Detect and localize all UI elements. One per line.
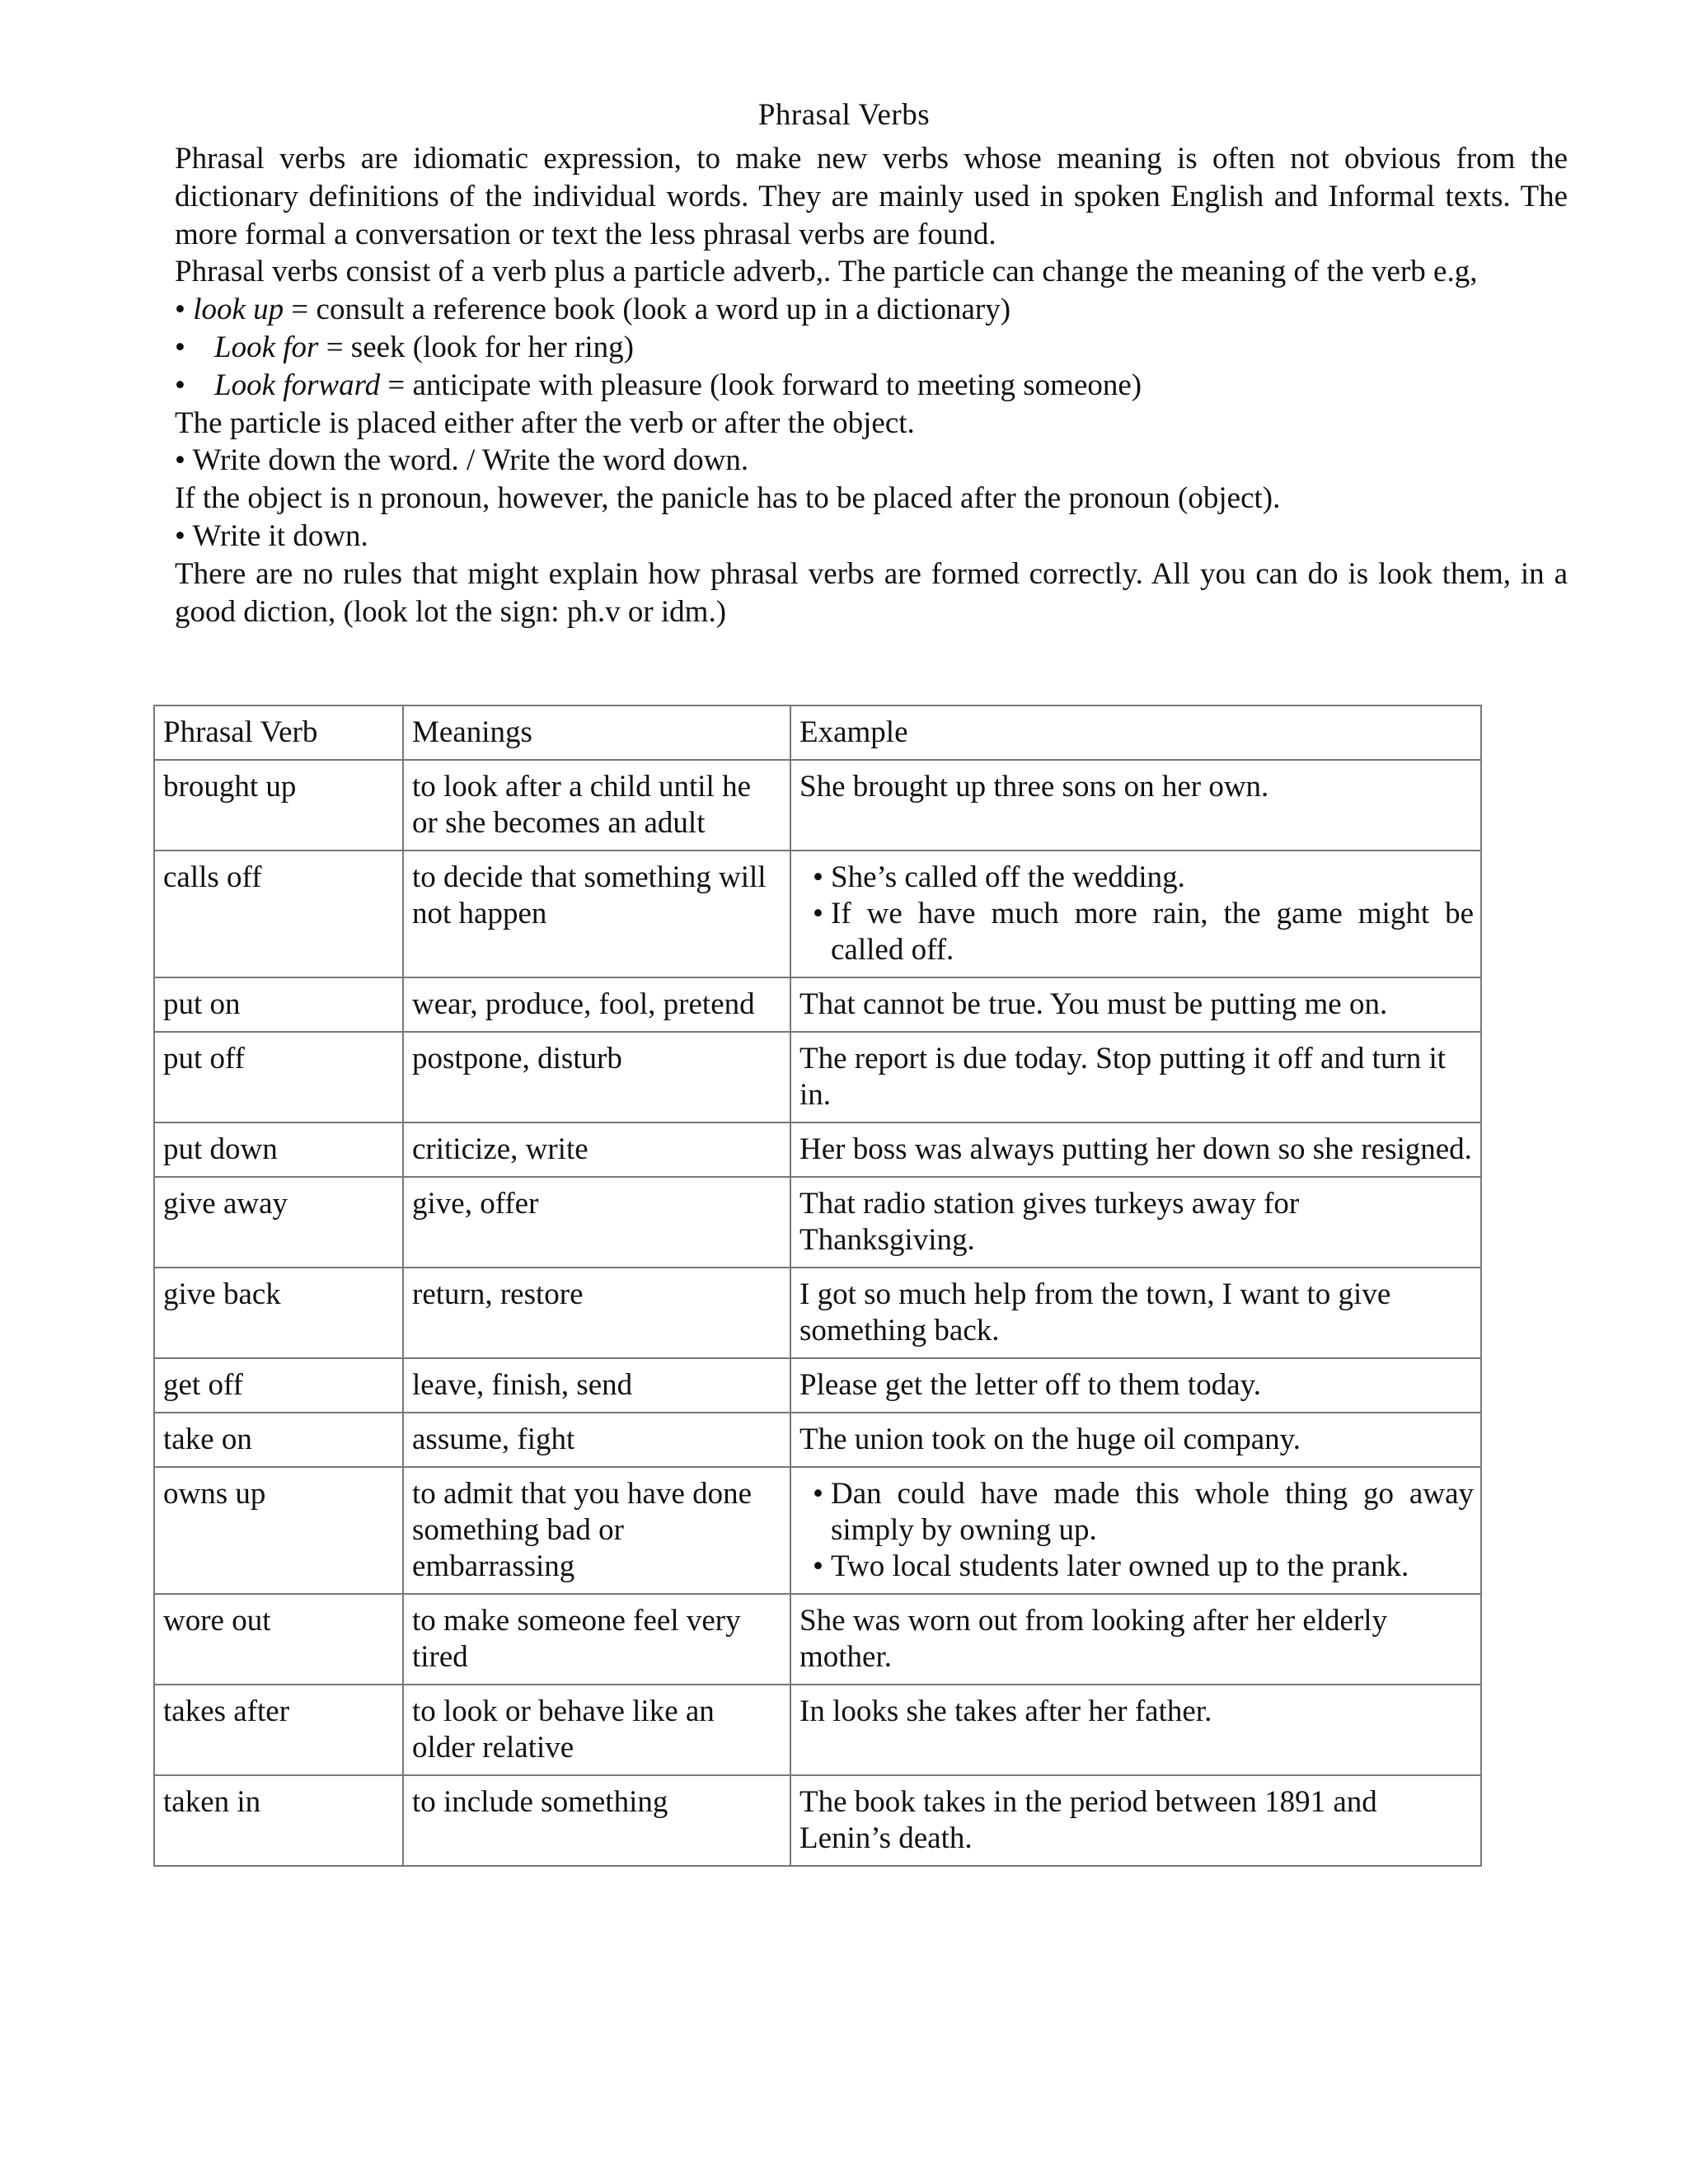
table-row	[154, 1177, 1481, 1268]
cell-example: Her boss was always putting her down so she resigned.	[790, 1122, 1481, 1177]
cell-meaning: leave, finish, send	[403, 1358, 790, 1413]
bullet-text: = anticipate with pleasure (look forward to meeting someone)	[380, 368, 1142, 402]
cell-example: That radio station gives turkeys away for Thanksgiving.	[790, 1177, 1481, 1268]
table-row	[154, 977, 1481, 1032]
cell-meaning: to decide that something will not happen	[403, 851, 790, 977]
cell-phrasal-verb: takes after	[154, 1685, 403, 1775]
bullet-symbol: •	[175, 330, 185, 364]
cell-meaning: postpone, disturb	[403, 1032, 790, 1122]
example-list-item: • Two local students later owned up to the prank.	[799, 1549, 1474, 1585]
example-list-item: • Dan could have made this whole thing go away simply by owning up.	[799, 1476, 1474, 1549]
cell-example: The book takes in the period between 1891 and Lenin’s death.	[790, 1775, 1481, 1866]
cell-phrasal-verb: take on	[154, 1413, 403, 1467]
table-row	[154, 760, 1481, 851]
table-row	[154, 1413, 1481, 1467]
cell-example	[790, 851, 1481, 977]
table-row	[154, 1594, 1481, 1685]
cell-phrasal-verb: brought up	[154, 760, 403, 851]
example-line: • Write it down.	[175, 518, 368, 553]
cell-example: In looks she takes after her father.	[790, 1685, 1481, 1775]
cell-example	[790, 1467, 1481, 1594]
bullet-term: Look for	[214, 330, 319, 364]
cell-meaning: to make someone feel very tired	[403, 1594, 790, 1685]
table-row	[154, 851, 1481, 977]
cell-example: The report is due today. Stop putting it off and turn it in.	[790, 1032, 1481, 1122]
cell-meaning: assume, fight	[403, 1413, 790, 1467]
example-bullet	[175, 329, 1568, 367]
table-row	[154, 1775, 1481, 1866]
page-title: Phrasal Verbs	[757, 98, 931, 132]
phrasal-verbs-table	[153, 705, 1482, 1867]
cell-meaning: to admit that you have done something bad or embarrassing	[403, 1467, 790, 1594]
cell-meaning: to look or behave like an older relative	[403, 1685, 790, 1775]
table-row	[154, 1032, 1481, 1122]
column-header-example: Example	[790, 705, 1481, 760]
intro-line: The particle is placed either after the verb or after the object.	[175, 405, 915, 440]
cell-example: I got so much help from the town, I want to give something back.	[790, 1268, 1481, 1358]
table-body	[154, 760, 1481, 1866]
cell-phrasal-verb: wore out	[154, 1594, 403, 1685]
cell-meaning: wear, produce, fool, pretend	[403, 977, 790, 1032]
cell-example: She was worn out from looking after her elderly mother.	[790, 1594, 1481, 1685]
example-line: • Write down the word. / Write the word down.	[175, 443, 749, 478]
cell-phrasal-verb: give back	[154, 1268, 403, 1358]
intro-section	[175, 140, 1568, 630]
cell-example: The union took on the huge oil company.	[790, 1413, 1481, 1467]
cell-phrasal-verb: get off	[154, 1358, 403, 1413]
bullet-symbol: •	[175, 368, 185, 402]
column-header-meanings: Meanings	[403, 705, 790, 760]
example-list	[799, 860, 1474, 968]
table-row	[154, 1358, 1481, 1413]
cell-meaning: criticize, write	[403, 1122, 790, 1177]
cell-meaning: to include something	[403, 1775, 790, 1866]
intro-paragraph: Phrasal verbs consist of a verb plus a particle adverb,. The particle can change the meaning of the verb e.g,	[175, 255, 1478, 289]
cell-example: That cannot be true. You must be putting me on.	[790, 977, 1481, 1032]
intro-line: If the object is n pronoun, however, the panicle has to be placed after the pronoun (object).	[175, 481, 1281, 516]
example-bullet	[175, 367, 1568, 405]
bullet-symbol: •	[175, 293, 194, 327]
example-list-item: • If we have much more rain, the game might be called off.	[799, 896, 1474, 968]
cell-phrasal-verb: give away	[154, 1177, 403, 1268]
cell-phrasal-verb: taken in	[154, 1775, 403, 1866]
table-row	[154, 1268, 1481, 1358]
bullet-text: = consult a reference book (look a word up in a dictionary)	[284, 293, 1011, 327]
cell-phrasal-verb: put on	[154, 977, 403, 1032]
column-header-verb: Phrasal Verb	[154, 705, 403, 760]
table-row	[154, 1122, 1481, 1177]
cell-meaning: return, restore	[403, 1268, 790, 1358]
example-list	[799, 1476, 1474, 1585]
cell-example: She brought up three sons on her own.	[790, 760, 1481, 851]
cell-example: Please get the letter off to them today.	[790, 1358, 1481, 1413]
cell-meaning: give, offer	[403, 1177, 790, 1268]
bullet-term: Look forward	[214, 368, 381, 402]
table-row	[154, 1685, 1481, 1775]
bullet-text: = seek (look for her ring)	[318, 330, 634, 364]
cell-phrasal-verb: put off	[154, 1032, 403, 1122]
example-list-item: • She’s called off the wedding.	[799, 860, 1474, 896]
intro-paragraph: There are no rules that might explain how phrasal verbs are formed correctly. All you can do is look them, in a good diction, (look lot the sign: ph.v or idm.)	[175, 556, 1568, 629]
table-header-row	[154, 705, 1481, 760]
cell-meaning: to look after a child until he or she becomes an adult	[403, 760, 790, 851]
cell-phrasal-verb: owns up	[154, 1467, 403, 1594]
cell-phrasal-verb: put down	[154, 1122, 403, 1177]
example-bullet	[175, 291, 1568, 329]
cell-phrasal-verb: calls off	[154, 851, 403, 977]
table-row	[154, 1467, 1481, 1594]
bullet-term: look up	[193, 293, 284, 327]
intro-paragraph: Phrasal verbs are idiomatic expression, to make new verbs whose meaning is often not obvious from the dictionary definitions of the individual words. They are mainly used in spoken English and Informal texts. The more formal a conversation or text the less phrasal verbs are found.	[175, 142, 1568, 251]
